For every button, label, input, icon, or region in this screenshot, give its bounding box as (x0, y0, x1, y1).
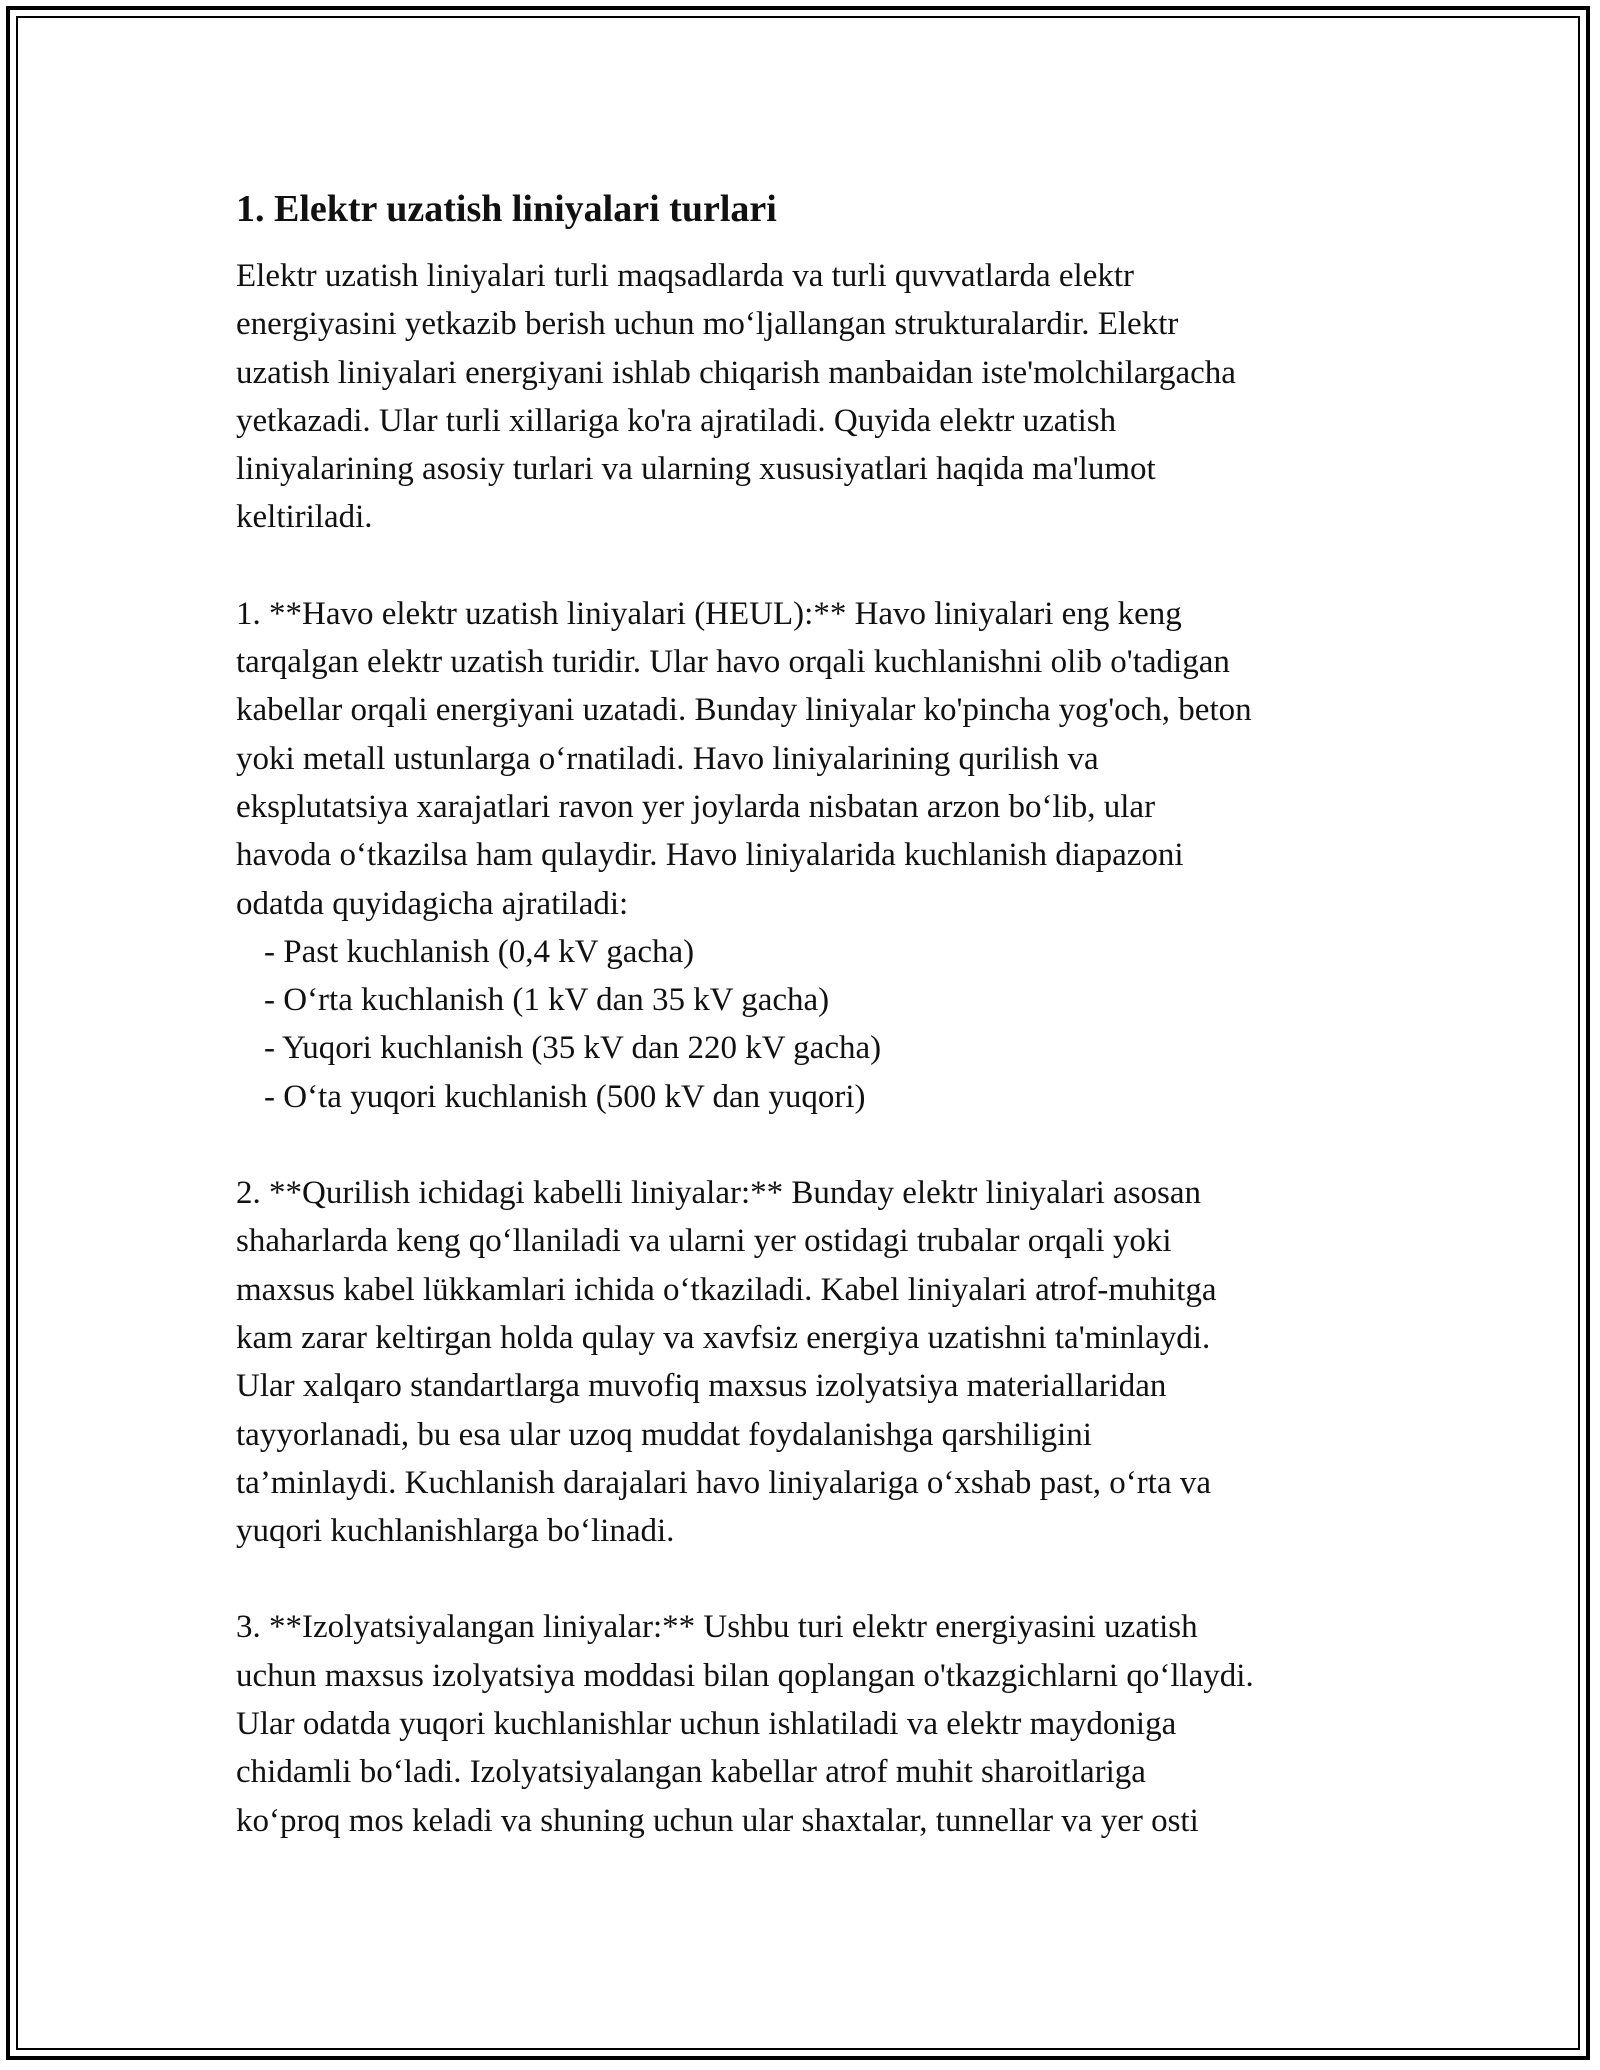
section-heading: 1. Elektr uzatish liniyalari turlari (236, 188, 777, 230)
section-3-paragraph: 3. **Izolyatsiyalangan liniyalar:** Ushbu turi elektr energiyasini uzatish uchun maxsus izolyatsiya moddasi bilan qoplangan o'tkazgichlarni qo‘llaydi. Ular odatda yuqori kuchlanishlar uchun ishlatiladi va elektr maydoniga chidamli bo‘ladi. Izolyatsiyalangan kabellar atrof muhit sharoitlariga ko‘proq mos keladi va shuning uchun ular shaxtalar, tunnellar va yer osti (236, 1609, 1254, 1839)
list-item: - Past kuchlanish (0,4 kV gacha) (264, 933, 695, 970)
document-body (236, 184, 1376, 1893)
list-item: - Yuqori kuchlanish (35 kV dan 220 kV gacha) (264, 1030, 882, 1067)
intro-paragraph: Elektr uzatish liniyalari turli maqsadlarda va turli quvvatlarda elektr energiyasini yetkazib berish uchun mo‘ljallangan strukturalardir. Elektr uzatish liniyalari energiyani ishlab chiqarish manbaidan iste'molchilargacha yetkazadi. Ular turli xillariga ko'ra ajratiladi. Quyida elektr uzatish liniyalarining asosiy turlari va ularning xususiyatlari haqida ma'lumot keltiriladi. (236, 258, 1236, 536)
section-1-paragraph: 1. **Havo elektr uzatish liniyalari (HEUL):** Havo liniyalari eng keng tarqalgan elektr uzatish turidir. Ular havo orqali kuchlanishni olib o'tadigan kabellar orqali energiyani uzatadi. Bunday liniyalar ko'pincha yog'och, beton yoki metall ustunlarga o‘rnatiladi. Havo liniyalarining qurilish va eksplutatsiya xarajatlari ravon yer joylarda nisbatan arzon bo‘lib, ular havoda o‘tkazilsa ham qulaydir. Havo liniyalarida kuchlanish diapazoni odatda quyidagicha ajratiladi: (236, 595, 1252, 922)
section-insulated-lines (236, 1603, 1376, 1844)
voltage-list (236, 928, 1376, 1121)
section-2-paragraph: 2. **Qurilish ichidagi kabelli liniyalar:** Bunday elektr liniyalari asosan shaharlarda keng qo‘llaniladi va ularni yer ostidagi trubalar orqali yoki maxsus kabel lükkamlari ichida o‘tkaziladi. Kabel liniyalari atrof-muhitga kam zarar keltirgan holda qulay va xavfsiz energiya uzatishni ta'minlaydi. Ular xalqaro standartlarga muvofiq maxsus izolyatsiya materiallaridan tayyorlanadi, bu esa ular uzoq muddat foydalanishga qarshiligini ta’minlaydi. Kuchlanish darajalari havo liniyalariga o‘xshab past, o‘rta va yuqori kuchlanishlarga bo‘linadi. (236, 1175, 1217, 1550)
list-item: - O‘rta kuchlanish (1 kV dan 35 kV gacha) (264, 982, 830, 1019)
list-item: - O‘ta yuqori kuchlanish (500 kV dan yuqori) (264, 1078, 866, 1115)
section-overhead-lines (236, 590, 1376, 1121)
section-cable-lines (236, 1169, 1376, 1555)
